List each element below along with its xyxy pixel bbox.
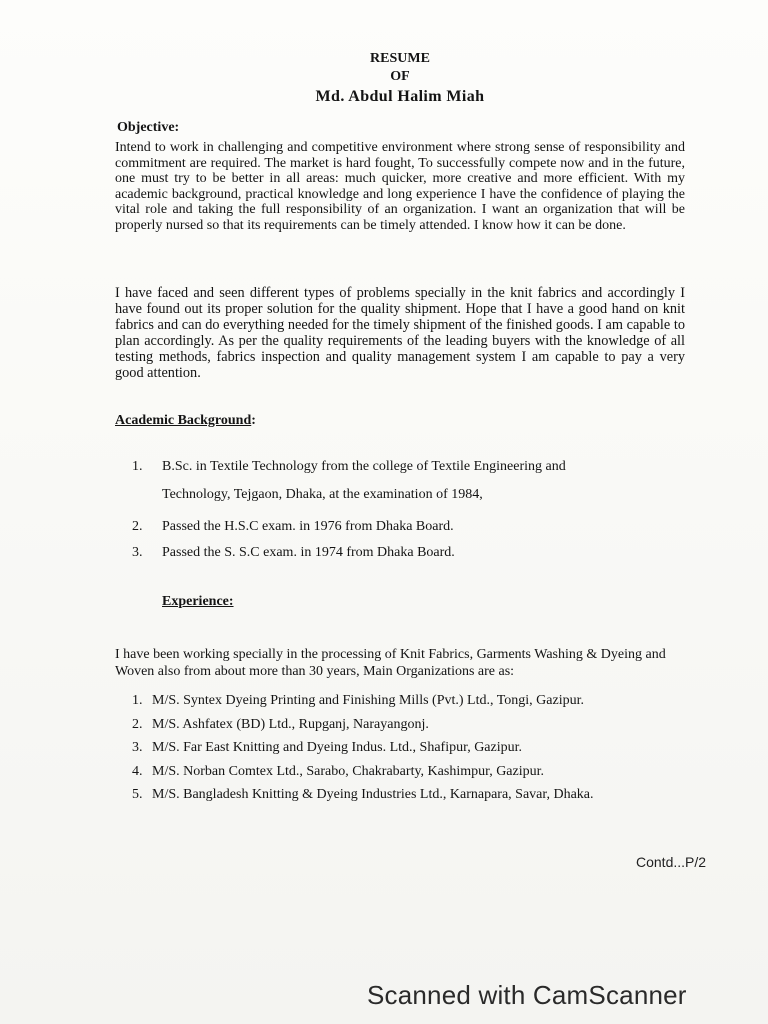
academic-item-text: B.Sc. in Textile Technology from the college of Textile Engineering and (162, 459, 566, 474)
camscanner-watermark: Scanned with CamScanner (367, 980, 687, 1010)
academic-heading (115, 413, 256, 429)
organization-text: M/S. Far East Knitting and Dyeing Indus. Ltd., Shafipur, Gazipur. (152, 740, 523, 756)
header-resume: RESUME (370, 51, 430, 66)
continued-note: Contd...P/2 (636, 854, 707, 870)
organization-number: 4. (132, 763, 143, 779)
objective-heading: Objective: (117, 120, 180, 135)
organization-text: M/S. Norban Comtex Ltd., Sarabo, Chakrabarty, Kashimpur, Gazipur. (152, 763, 545, 779)
academic-heading-colon: : (251, 413, 256, 428)
organization-text: M/S. Bangladesh Knitting & Dyeing Industries Ltd., Karnapara, Savar, Dhaka. (152, 787, 594, 803)
academic-item-number: 3. (132, 545, 143, 560)
academic-item-number: 1. (132, 459, 143, 474)
organization-item (132, 787, 594, 811)
organization-item (132, 717, 594, 741)
experience-heading: Experience: (162, 594, 234, 609)
organization-number: 1. (132, 693, 143, 708)
organization-number: 3. (132, 740, 143, 756)
academic-item (132, 545, 455, 561)
experience-intro: I have been working specially in the processing of Knit Fabrics, Garments Washing & Dyeing and Woven also from about more than 30 years, Main Organizations are as: (115, 647, 666, 679)
candidate-name: Md. Abdul Halim Miah (315, 88, 485, 105)
organization-list (132, 693, 594, 811)
organization-item (132, 693, 594, 717)
academic-item (132, 459, 566, 475)
organization-number: 2. (132, 716, 143, 732)
organization-item (132, 764, 594, 788)
academic-item-number: 2. (132, 519, 143, 534)
organization-number: 5. (132, 787, 143, 803)
header-of: OF (390, 69, 410, 84)
academic-item (132, 519, 454, 535)
organization-item (132, 740, 594, 764)
organization-text: M/S. Syntex Dyeing Printing and Finishing Mills (Pvt.) Ltd., Tongi, Gazipur. (152, 693, 584, 708)
organization-text: M/S. Ashfatex (BD) Ltd., Rupganj, Narayangonj. (152, 716, 429, 732)
academic-item-text: Passed the S. S.C exam. in 1974 from Dhaka Board. (162, 545, 455, 560)
academic-item-text: Passed the H.S.C exam. in 1976 from Dhaka Board. (162, 519, 454, 534)
objective-paragraph-1: Intend to work in challenging and competitive environment where strong sense of responsibility and commitment are required. The market is hard fought, To successfully compete now and in the future, one must try to be better in all areas: much quicker, more creative and more efficient. With my academic background, practical knowledge and long experience I have the confidence of playing the vital role and taking the full responsibility of an organization. I want an organization that will be properly nursed so that its requirements can be timely attended. I know how it can be done. (115, 140, 685, 233)
objective-paragraph-2: I have faced and seen different types of problems specially in the knit fabrics and accordingly I have found out its proper solution for the quality shipment. Hope that I have a good hand on knit fabrics and can do everything needed for the timely shipment of the finished goods. I am capable to plan accordingly. As per the quality requirements of the leading buyers with the knowledge of all testing methods, fabrics inspection and quality management system I am capable to pay a very good attention. (115, 285, 685, 381)
academic-item-continuation: Technology, Tejgaon, Dhaka, at the examination of 1984, (162, 487, 483, 502)
resume-header (0, 50, 768, 106)
academic-heading-text: Academic Background (115, 413, 252, 428)
